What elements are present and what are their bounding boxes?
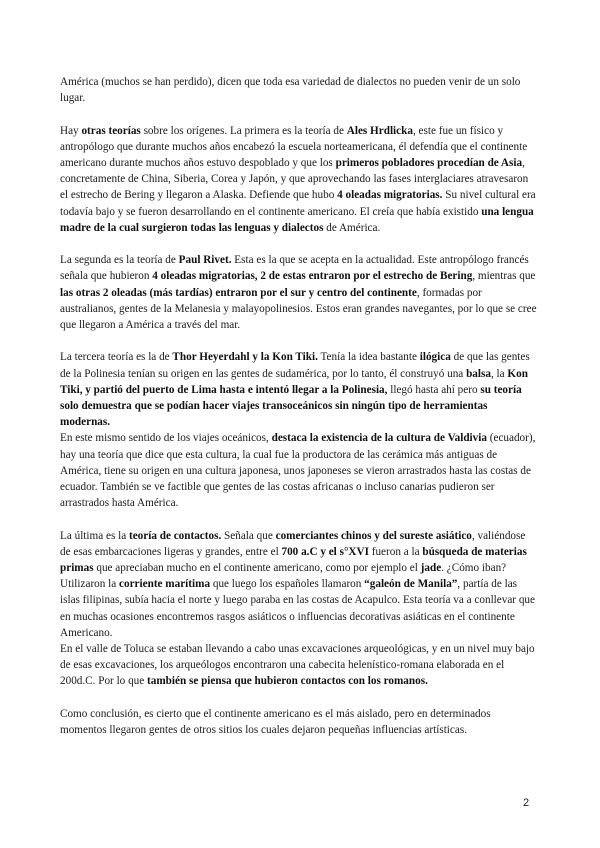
paragraph-dialects-origin (60, 74, 538, 106)
text-run: . ¿Cómo iban? Utilizaron la (60, 562, 507, 591)
bold-text-run: teoría de contactos. (128, 529, 222, 542)
bold-text-run: Kon Tiki, y partió del puerto de Lima hasta e intentó llegar a la Polinesia, (60, 367, 528, 396)
bold-text-run: otras teorías (81, 124, 141, 137)
text-run: de América. (323, 221, 381, 234)
text-run: Esta es la que se acepta en la actualidad. Este antropólogo francés señala que hubieron (60, 254, 529, 283)
bold-text-run: Paul Rivet. (178, 254, 232, 267)
text-run: En este mismo sentido de los viajes oceánicos, (60, 432, 272, 445)
bold-text-run: las otras 2 oleadas (más tardías) entraron por el sur y centro del continente (60, 286, 417, 299)
bold-text-run: jade (420, 562, 442, 575)
paragraph-toluca-excavations (60, 641, 538, 690)
text-run: , partía de las islas filipinas, subía hacia el norte y luego paraba en las costas de Acapulco. Esta teoría va a conllevar que en muchas ocasiones encontremos rasgos asiáticos o influencias decorativas asiáticas en el continente Americano. (60, 578, 535, 639)
bold-text-run: Ales Hrdlicka (346, 124, 413, 137)
text-run: En el valle de Toluca se estaban llevando a cabo unas excavaciones arqueológicas, y en un nivel muy bajo de esas excavaciones, los arqueólogos encontraron una cabecita helenístico-romana elaborada en el 200d.C. Por lo que (60, 643, 535, 688)
text-run: Hay (60, 124, 82, 137)
bold-text-run: también se piensa que hubieron contactos con los romanos. (147, 675, 428, 688)
paragraph-heyerdahl-theory (60, 349, 538, 430)
text-run: fueron a la (368, 545, 423, 558)
bold-text-run: primeros pobladores procedían de Asia (335, 157, 523, 169)
bold-text-run: Thor Heyerdahl y la Kon Tiki. (172, 351, 318, 364)
bold-text-run: destaca la existencia de la cultura de Valdivia (271, 432, 487, 445)
bold-text-run: su teoría solo demuestra que se podían hacer viajes transoceánicos sin ningún tipo de herramientas modernas. (60, 383, 522, 429)
paragraph-valdivia-culture (60, 430, 538, 511)
text-run: que luego los españoles llamaron (210, 578, 365, 591)
text-run: Como conclusión, es cierto que el continente americano es el más aislado, pero en determinados momentos llegaron gentes de otros sitios los cuales dejaron pequeñas influencias artísticas. (60, 707, 491, 737)
paragraph-contacts-theory (60, 528, 538, 641)
paragraph-rivet-theory (60, 252, 538, 333)
text-run: Tenía la idea bastante (317, 351, 420, 364)
text-run: , formadas por australianos, gentes de la Melanesia y malayopolinesios. Estos eran grandes navegantes, por lo que se cree que llegaron a América a través del mar. (60, 286, 537, 332)
bold-text-run: 700 a.C y el s°XVI (281, 545, 369, 558)
text-run: América (muchos se han perdido), dicen que toda esa variedad de dialectos no pueden venir de un solo lugar. (60, 76, 521, 105)
text-run: sobre los orígenes. La primera es la teoría de (140, 124, 347, 137)
text-run: , valiéndose de esas embarcaciones ligeras y grandes, entre el (60, 529, 526, 558)
text-run: (ecuador), hay una teoría que dice que esta cultura, la cual fue la productora de las cerámica más antiguas de América, tiene su origen en una cultura japonesa, unos japoneses se vieron arrastrados hasta las costas de ecuador. También se ve factible que gentes de las costas africanas o incluso canarias pudieron ser arrastrados hasta América. (60, 432, 536, 510)
text-run: llegó hasta ahí pero (387, 383, 481, 396)
bold-text-run: “galeón de Manila” (364, 578, 458, 591)
bold-text-run: comerciantes chinos y del sureste asiático (275, 529, 472, 542)
paragraph-hrdlicka-theory (60, 123, 538, 236)
text-run: , la (490, 367, 508, 380)
bold-text-run: 4 oleadas migratorias, 2 de estas entraron por el estrecho de Bering (152, 270, 473, 283)
text-run: La última es la (60, 529, 129, 542)
page-number: 2 (523, 797, 530, 809)
bold-text-run: una lengua madre de la cual surgieron todas las lenguas y dialectos (60, 205, 534, 234)
text-run: La segunda es la teoría de (60, 254, 179, 267)
bold-text-run: balsa (466, 367, 491, 380)
bold-text-run: ilógica (419, 351, 451, 364)
text-run: de que las gentes de la Polinesia tenían su origen en las gentes de sudamérica, por lo tanto, él construyó una (60, 351, 530, 380)
bold-text-run: corriente marítima (119, 578, 211, 591)
bold-text-run: 4 oleadas migratorias. (337, 189, 443, 202)
document-page (60, 74, 538, 754)
text-run: Señala que (221, 529, 276, 542)
paragraph-conclusion (60, 706, 538, 738)
text-run: , mientras que (472, 270, 536, 283)
text-run: , este fue un físico y antropólogo que durante muchos años encabezó la escuela norteamericana, él defendía que el continente americano durante muchos años estuvo despoblado y que los (60, 124, 528, 169)
bold-text-run: búsqueda de materias primas (60, 545, 527, 575)
text-run: que apreciaban mucho en el continente americano, como por ejemplo el (93, 562, 421, 575)
text-run: La tercera teoría es la de (60, 351, 173, 364)
text-run: Su nivel cultural era todavía bajo y se fueron desarrollando en el continente americano. El creía que había existido (60, 189, 536, 218)
text-run: , concretamente de China, Siberia, Corea y Japón, y que aprovechando las fases interglaciares atravesaron el estrecho de Bering y llegaron a Alaska. Defiende que hubo (60, 157, 529, 202)
